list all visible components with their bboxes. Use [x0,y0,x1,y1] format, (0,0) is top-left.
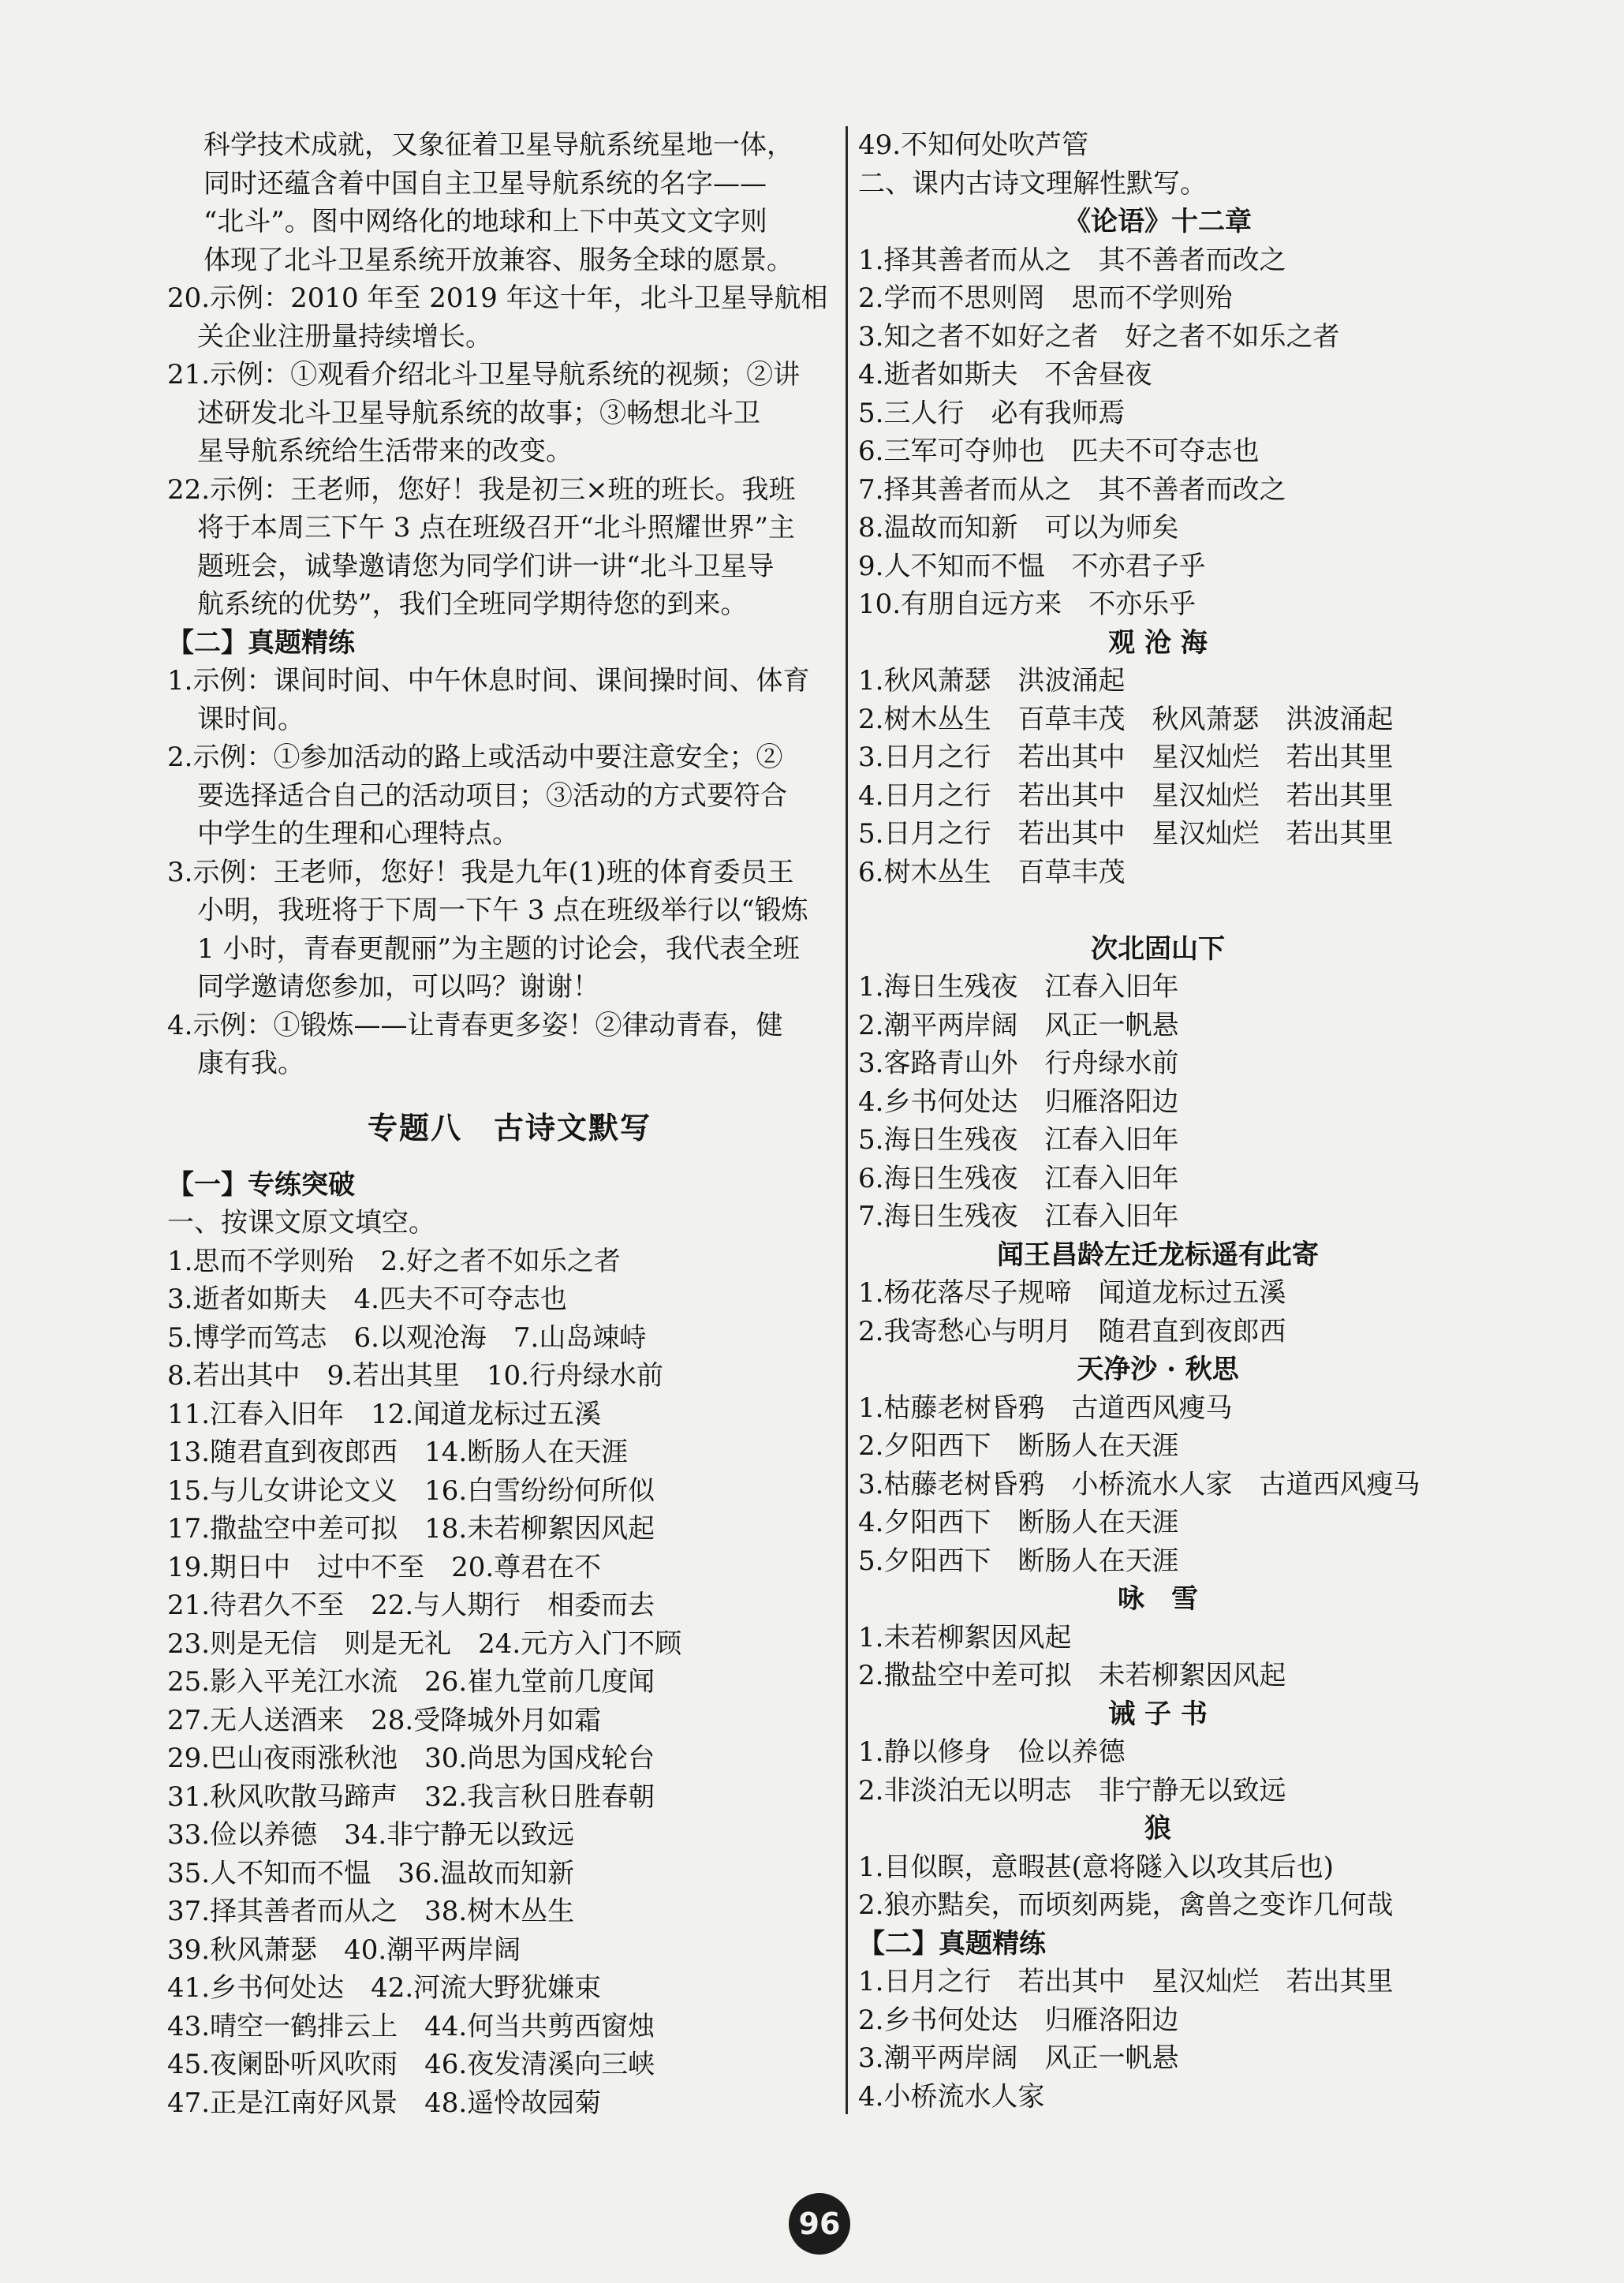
text-line: 2.示例：①参加活动的路上或活动中要注意安全；② [167,742,783,773]
text-line: 要选择适合自己的活动项目；③活动的方式要符合 [197,779,787,812]
text-line: 33.俭以养德 34.非宁静无以致远 [167,1819,575,1851]
text-line: 述研发北斗卫星导航系统的故事；③畅想北斗卫 [197,397,760,429]
text-line: 康有我。 [197,1048,304,1079]
text-line: 41.乡书何处达 42.河流大野犹嫌束 [167,1972,602,2004]
text-line: 5.海日生残夜 江春入旧年 [858,1124,1179,1156]
right-column [858,126,1458,2116]
text-line: 35.人不知而不愠 36.温故而知新 [167,1857,575,1889]
text-line: 课时间。 [197,703,304,735]
text-line: 1.海日生残夜 江春入旧年 [858,971,1179,1003]
text-line: 二、课内古诗文理解性默写。 [858,167,1207,200]
text-line: 6.树木丛生 百草丰茂 [858,856,1126,888]
text-line: 狼 [1144,1813,1171,1844]
text-line: 科学技术成就，又象征着卫星导航系统星地一体， [203,129,793,161]
text-line: 19.期日中 过中不至 20.尊君在不 [167,1551,602,1583]
text-line: 【一】专练突破 [167,1168,355,1201]
text-line: 3.示例：王老师，您好！我是九年(1)班的体育委员王 [167,856,794,888]
text-line: 4.日月之行 若出其中 星汉灿烂 若出其里 [858,779,1394,812]
text-line: 观 沧 海 [1108,626,1208,659]
text-line: 10.有朋自远方来 不亦乐乎 [858,588,1197,620]
text-line: 次北固山下 [1091,932,1225,965]
page-number-badge: 96 [789,2193,850,2255]
text-line: 1.秋风萧瑟 洪波涌起 [858,665,1126,697]
text-line: 关企业注册量持续增长。 [197,320,492,353]
text-line: 49.不知何处吹芦管 [858,129,1089,161]
text-line: 7.海日生残夜 江春入旧年 [858,1201,1179,1232]
left-column [167,126,852,2122]
text-line: 27.无人送酒来 28.受降城外月如霜 [167,1704,602,1736]
text-line: 2.树木丛生 百草丰茂 秋风萧瑟 洪波涌起 [858,703,1394,735]
text-line: 【二】真题精练 [167,626,355,659]
text-line: 5.日月之行 若出其中 星汉灿烂 若出其里 [858,818,1394,850]
text-line: 21.待君久不至 22.与人期行 相委而去 [167,1590,655,1621]
text-line: 25.影入平羌江水流 26.崔九堂前几度闻 [167,1666,655,1698]
text-line: 29.巴山夜雨涨秋池 30.尚思为国戍轮台 [167,1743,655,1774]
text-line: 一、按课文原文填空。 [167,1207,435,1239]
text-line: 同时还蕴含着中国自主卫星导航系统的名字—— [203,167,767,200]
text-line: 6.海日生残夜 江春入旧年 [858,1162,1179,1194]
text-line: 47.正是江南好风景 48.遥怜故园菊 [167,2087,602,2119]
text-line: 31.秋风吹散马蹄声 32.我言秋日胜春朝 [167,1780,655,1813]
right-answer-list [858,126,1458,2116]
text-line: 1.杨花落尽子规啼 闻道龙标过五溪 [858,1277,1286,1309]
text-line: 1.思而不学则殆 2.好之者不如乐之者 [167,1245,621,1277]
text-line: 航系统的优势”，我们全班同学期待您的到来。 [197,588,748,620]
text-line: 4.示例：①锻炼——让青春更多姿！②律动青春，健 [167,1009,783,1041]
text-line: 题班会，诚挚邀请您为同学们讲一讲“北斗卫星导 [197,550,775,582]
text-line: 1.静以修身 俭以养德 [858,1736,1126,1768]
text-line: 3.日月之行 若出其中 星汉灿烂 若出其里 [858,742,1394,773]
text-line: 1.示例：课间时间、中午休息时间、课间操时间、体育 [167,665,810,697]
text-line: 37.择其善者而从之 38.树木丛生 [167,1896,575,1927]
text-line: 《论语》十二章 [1064,206,1252,237]
text-line: 5.三人行 必有我师焉 [858,397,1126,429]
text-line: 45.夜阑卧听风吹雨 46.夜发清溪向三峡 [167,2049,655,2080]
text-line: 闻王昌龄左迁龙标遥有此寄 [997,1239,1319,1271]
text-line: 星导航系统给生活带来的改变。 [197,435,573,467]
text-line: 2.乡书何处达 归雁洛阳边 [858,2004,1179,2036]
text-line: 15.与儿女讲论文义 16.白雪纷纷何所似 [167,1474,655,1507]
text-line: 天净沙 · 秋思 [1077,1354,1239,1385]
text-line: 【二】真题精练 [858,1927,1046,1960]
text-line: 2.我寄愁心与明月 随君直到夜郎西 [858,1315,1286,1347]
text-line: 23.则是无信 则是无礼 24.元方入门不顾 [167,1627,682,1660]
text-line: 1.目似瞑，意暇甚(意将隧入以攻其后也) [858,1851,1334,1883]
text-line: 3.逝者如斯夫 4.匹夫不可夺志也 [167,1283,567,1315]
left-answer-list [167,1166,852,2123]
text-line: 将于本周三下午 3 点在班级召开“北斗照耀世界”主 [197,512,796,544]
text-line: 8.温故而知新 可以为师矣 [858,512,1179,544]
text-line: 2.狼亦黠矣，而顷刻两毙，禽兽之变诈几何哉 [858,1889,1394,1921]
text-line: 1.择其善者而从之 其不善者而改之 [858,244,1286,276]
text-line: 21.示例：①观看介绍北斗卫星导航系统的视频；②讲 [167,359,801,390]
text-line: 同学邀请您参加，可以吗？谢谢！ [197,971,599,1003]
section-heading: 专题八 古诗文默写 [367,1109,651,1145]
text-line: 体现了北斗卫星系统开放兼容、服务全球的愿景。 [203,244,793,276]
text-line: 5.博学而笃志 6.以观沧海 7.山岛竦峙 [167,1321,647,1354]
text-line: 2.学而不思则罔 思而不学则殆 [858,282,1233,314]
text-line: 3.枯藤老树昏鸦 小桥流水人家 古道西风瘦马 [858,1468,1421,1500]
text-line: 3.知之者不如好之者 好之者不如乐之者 [858,320,1340,353]
text-line: 11.江春入旧年 12.闻道龙标过五溪 [167,1398,602,1430]
text-line: 4.逝者如斯夫 不舍昼夜 [858,359,1152,390]
text-line: 20.示例：2010 年至 2019 年这十年，北斗卫星导航相 [167,282,828,314]
text-line: 39.秋风萧瑟 40.潮平两岸阔 [167,1934,521,1966]
text-line: 1.未若柳絮因风起 [858,1621,1072,1653]
text-line: 中学生的生理和心理特点。 [197,818,519,850]
text-line: 5.夕阳西下 断肠人在天涯 [858,1545,1179,1577]
text-line: 2.撒盐空中差可拟 未若柳絮因风起 [858,1660,1286,1691]
text-line: 6.三军可夺帅也 匹夫不可夺志也 [858,435,1260,467]
column-divider [846,126,848,2114]
text-line: 咏 雪 [1118,1583,1198,1615]
text-line: 诫 子 书 [1108,1698,1208,1730]
text-line: 8.若出其中 9.若出其里 10.行舟绿水前 [167,1360,663,1392]
text-line: 2.潮平两岸阔 风正一帆悬 [858,1009,1179,1041]
blank-line [858,891,1458,930]
text-line: 7.择其善者而从之 其不善者而改之 [858,473,1286,506]
text-line: 1.枯藤老树昏鸦 古道西风瘦马 [858,1392,1233,1424]
text-line: 4.小桥流水人家 [858,2080,1045,2113]
text-line: “北斗”。图中网络化的地球和上下中英文文字则 [203,206,767,237]
text-line: 43.晴空一鹤排云上 44.何当共剪西窗烛 [167,2010,655,2042]
text-line: 17.撒盐空中差可拟 18.未若柳絮因风起 [167,1513,655,1545]
text-line: 3.客路青山外 行舟绿水前 [858,1048,1179,1079]
text-line: 4.乡书何处达 归雁洛阳边 [858,1085,1179,1118]
text-line: 1.日月之行 若出其中 星汉灿烂 若出其里 [858,1966,1394,1997]
text-line: 4.夕阳西下 断肠人在天涯 [858,1507,1179,1538]
text-line: 2.非淡泊无以明志 非宁静无以致远 [858,1774,1286,1807]
text-line: 2.夕阳西下 断肠人在天涯 [858,1430,1179,1462]
text-line: 3.潮平两岸阔 风正一帆悬 [858,2042,1179,2074]
text-line: 小明，我班将于下周一下午 3 点在班级举行以“锻炼 [197,895,808,926]
text-line: 9.人不知而不愠 不亦君子乎 [858,550,1206,582]
left-text-block [167,126,852,1083]
text-line: 22.示例：王老师，您好！我是初三×班的班长。我班 [167,473,796,506]
text-line: 13.随君直到夜郎西 14.断肠人在天涯 [167,1437,629,1468]
text-line: 1 小时，青春更靓丽”为主题的讨论会，我代表全班 [197,932,800,965]
